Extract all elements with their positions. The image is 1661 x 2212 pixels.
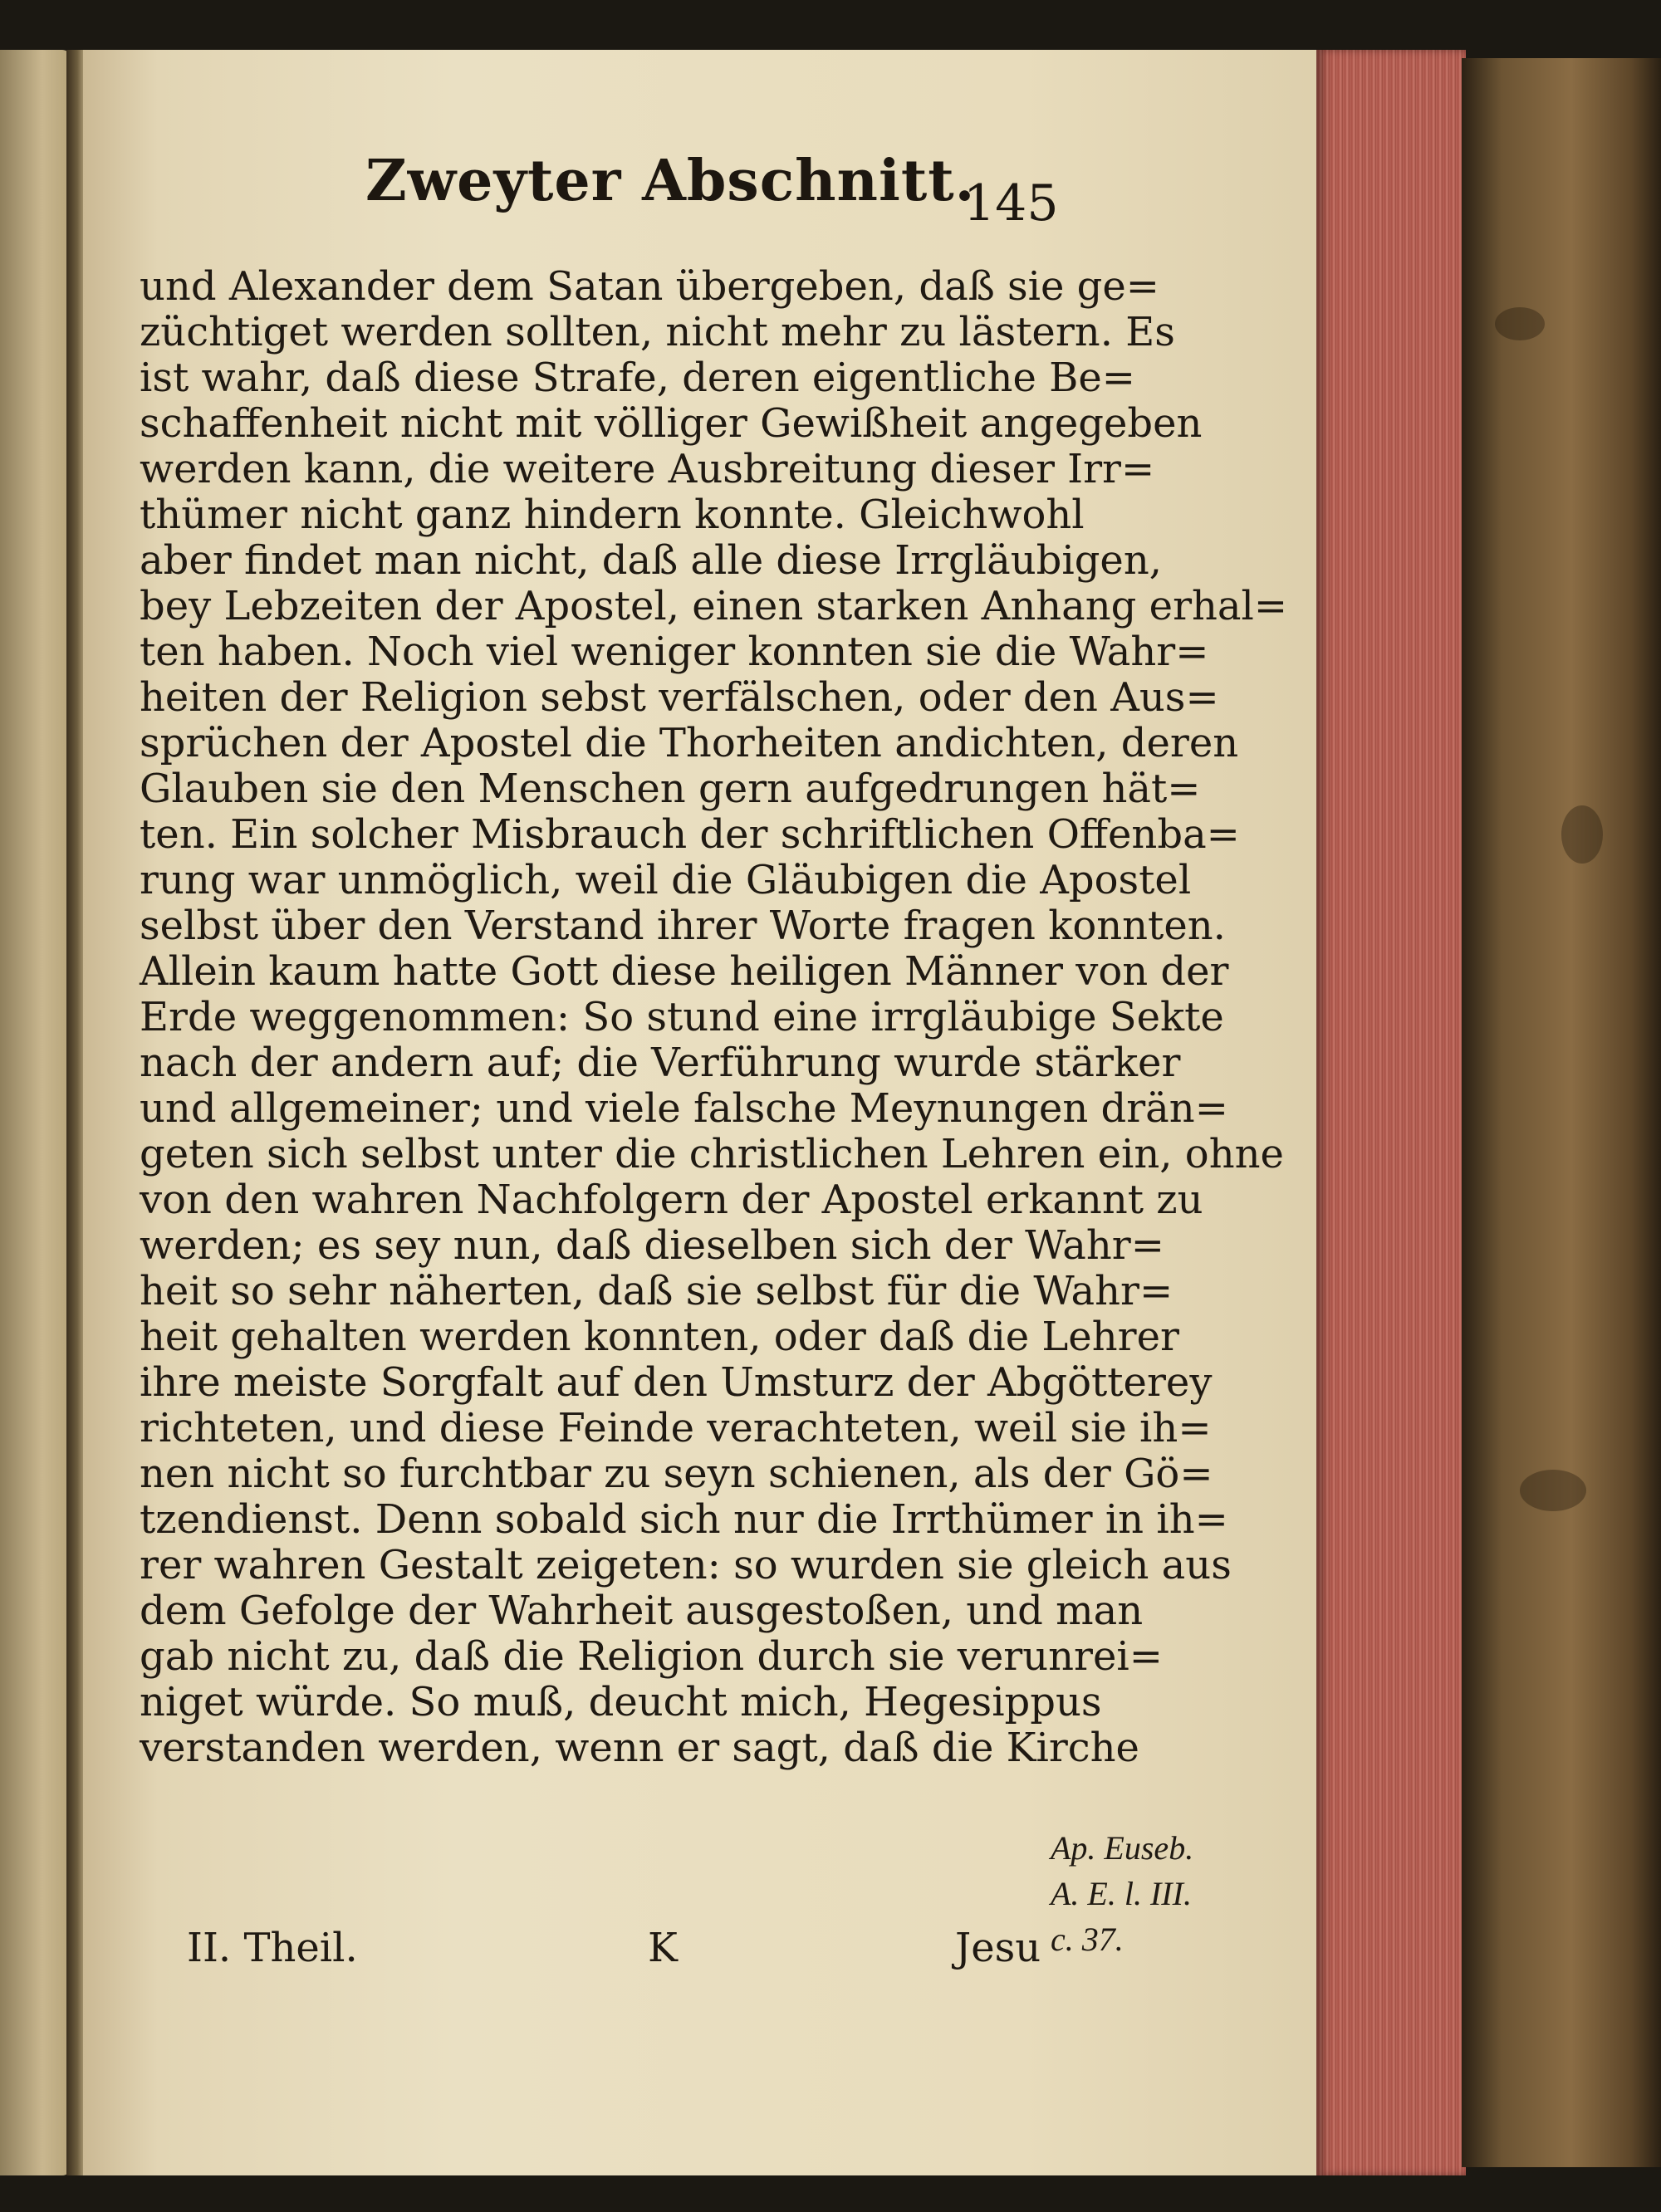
text-line: richteten, und diese Feinde verachteten, weil sie ih=: [140, 1405, 1212, 1451]
signature-mark: K: [648, 1925, 678, 1971]
text-line: geten sich selbst unter die christlichen Lehren ein, ohne: [140, 1131, 1284, 1177]
text-line: Glauben sie den Menschen gern aufgedrungen hät=: [140, 766, 1201, 812]
text-line: rung war unmöglich, weil die Gläubigen die Apostel: [140, 857, 1192, 903]
page-number: 145: [963, 174, 1059, 232]
text-line: nen nicht so furchtbar zu seyn schienen, als der Gö=: [140, 1451, 1213, 1497]
margin-note-line: Ap. Euseb.: [1051, 1829, 1194, 1867]
text-line: tzendienst. Denn sobald sich nur die Irrthümer in ih=: [140, 1496, 1228, 1543]
text-line: verstanden werden, wenn er sagt, daß die Kirche: [140, 1725, 1139, 1771]
text-line: heit so sehr näherten, daß sie selbst für die Wahr=: [140, 1268, 1173, 1314]
facing-page-edge: [0, 50, 71, 2175]
margin-note-line: c. 37.: [1051, 1921, 1124, 1958]
running-head: Zweyter Abschnitt.: [365, 148, 976, 214]
text-line: und allgemeiner; und viele falsche Meynungen drän=: [140, 1085, 1228, 1132]
text-line: schaffenheit nicht mit völliger Gewißheit angegeben: [140, 400, 1203, 447]
body-text: [140, 263, 1288, 1771]
text-line: rer wahren Gestalt zeigeten: so wurden sie gleich aus: [140, 1542, 1232, 1588]
text-line: und Alexander dem Satan übergeben, daß sie ge=: [140, 263, 1160, 310]
text-line: nach der andern auf; die Verführung wurde stärker: [140, 1040, 1181, 1086]
text-line: Allein kaum hatte Gott diese heiligen Männer von der: [140, 948, 1229, 995]
text-line: dem Gefolge der Wahrheit ausgestoßen, und man: [140, 1588, 1144, 1634]
volume-label: II. Theil.: [187, 1925, 358, 1971]
text-line: züchtiget werden sollten, nicht mehr zu lästern. Es: [140, 309, 1175, 355]
text-line: thümer nicht ganz hindern konnte. Gleichwohl: [140, 492, 1085, 538]
text-line: aber findet man nicht, daß alle diese Irrgläubigen,: [140, 537, 1163, 584]
text-line: werden kann, die weitere Ausbreitung dieser Irr=: [140, 446, 1155, 492]
text-line: bey Lebzeiten der Apostel, einen starken Anhang erhal=: [140, 583, 1288, 629]
text-line: ist wahr, daß diese Strafe, deren eigentliche Be=: [140, 355, 1136, 401]
text-line: heiten der Religion sebst verfälschen, oder den Aus=: [140, 674, 1219, 721]
red-page-edges: [1316, 50, 1466, 2175]
cover-wear-mark: [1495, 307, 1545, 340]
text-line: Erde weggenommen: So stund eine irrgläubige Sekte: [140, 994, 1224, 1040]
text-line: ten haben. Noch viel weniger konnten sie die Wahr=: [140, 629, 1209, 675]
text-line: niget würde. So muß, deucht mich, Hegesippus: [140, 1679, 1102, 1725]
text-line: gab nicht zu, daß die Religion durch sie verunrei=: [140, 1633, 1163, 1680]
text-line: ihre meiste Sorgfalt auf den Umsturz der Abgötterey: [140, 1359, 1213, 1406]
cover-wear-mark: [1561, 805, 1603, 864]
text-line: ten. Ein solcher Misbrauch der schriftlichen Offenba=: [140, 811, 1240, 858]
cover-wear-mark: [1520, 1470, 1586, 1511]
book-cover: [1462, 58, 1661, 2167]
text-line: selbst über den Verstand ihrer Worte fragen konnten.: [140, 903, 1226, 949]
margin-note: [1051, 1825, 1242, 1962]
text-line: heit gehalten werden konnten, oder daß die Lehrer: [140, 1314, 1179, 1360]
text-line: werden; es sey nun, daß dieselben sich der Wahr=: [140, 1222, 1164, 1269]
text-line: sprüchen der Apostel die Thorheiten andichten, deren: [140, 720, 1239, 766]
margin-note-line: A. E. l. III.: [1051, 1875, 1192, 1912]
catchword: Jesu: [955, 1925, 1041, 1971]
scan-background: [0, 2175, 1661, 2212]
text-line: von den wahren Nachfolgern der Apostel erkannt zu: [140, 1177, 1203, 1223]
